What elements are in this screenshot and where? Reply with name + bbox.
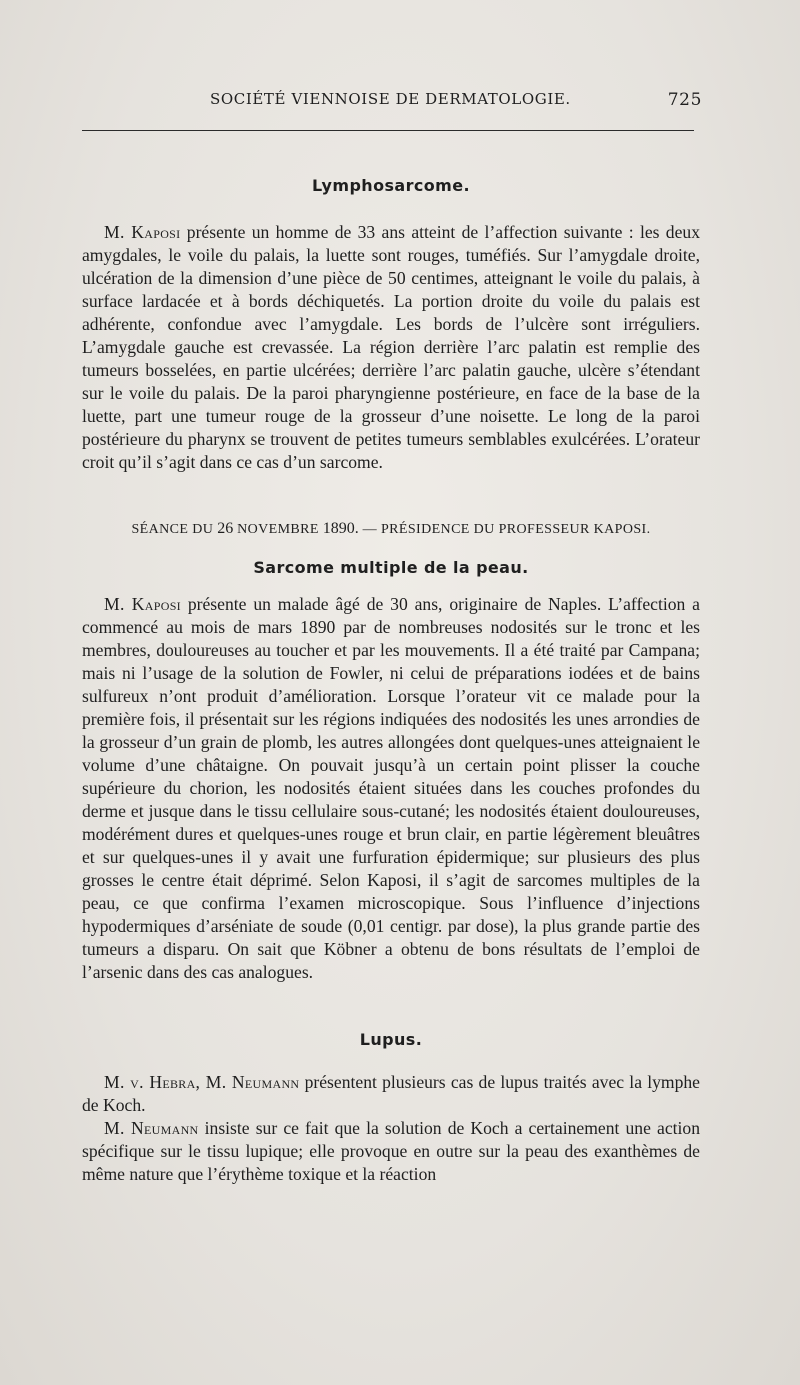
speaker-name: M. Kaposi	[104, 222, 181, 242]
paragraph-text: présente un homme de 33 ans atteint de l’affection suivante : les deux amygdales, le voile du palais, la luette sont rouges, tuméfiés. Sur l’amygdale droite, ulcération de la dimension d’une pièce de 50 centimes, atteignant le voile du palais, à surface lardacée et à bords déchiquetés. La portion droite du voile du palais est adhérente, confondue avec l’amygdale. Les bords de l’ulcère sont irréguliers. L’amygdale gauche est crevassée. La région derrière l’arc palatin est remplie des tumeurs bosselées, en partie ulcérées; derrière l’arc palatin gauche, ulcère s’étendant sur le voile du palais. De la paroi pharyngienne postérieure, en face de la base de la luette, part une tumeur rouge de la grosseur d’une noisette. Le long de la paroi postérieure du pharynx se trouvent de petites tumeurs semblables exulcérées. L’orateur croit qu’il s’agit dans ce cas d’un sarcome.	[82, 222, 701, 472]
paragraph-kaposi-lymphosarcome	[82, 221, 700, 474]
speaker-name: M. v. Hebra, M. Neumann	[104, 1072, 300, 1092]
section-title-lymphosarcome: Lymphosarcome.	[312, 176, 470, 195]
paragraph-neumann	[82, 1117, 700, 1186]
seance-prefix: SÉANCE DU	[131, 522, 214, 537]
seance-day: 26	[217, 520, 234, 537]
paragraph-text: présente un malade âgé de 30 ans, originaire de Naples. L’affection a commencé au mois de mars 1890 par de nombreuses nodosités sur le tronc et les membres, douloureuses au toucher et par les mouvements. Il a été traité par Campana; mais ni l’usage de la solution de Fowler, ni celui de préparations iodées et de bains sulfureux n’ont produit d’amélioration. Lorsque l’orateur vit ce malade pour la première fois, il présentait sur les régions indiquées des nodosités les unes arrondies de la grosseur d’un grain de plomb, les autres allongées dont quelques-unes atteignaient le volume d’une châtaigne. On pouvait jusqu’à un certain point plisser la couche supérieure du chorion, les nodosités étaient situées dans les couches profondes du derme et jusque dans le tissu cellulaire sous-cutané; les nodosités étaient douloureuses, modérément dures et quelques-unes rouge et brun clair, en partie légèrement bleuâtres et sur quelques-unes il y avait une furfuration épidermique; sur plusieurs des plus grosses le centre était déprimé. Selon Kaposi, il s’agit de sarcomes multiples de la peau, ce que confirma l’examen microscopique. Sous l’influence d’injections hypodermiques d’arséniate de soude (0,01 centigr. par dose), la plus grande partie des tumeurs a disparu. On sait que Köbner a obtenu de bons résultats de l’emploi de l’arsenic dans des cas analogues.	[82, 594, 700, 982]
paragraph-kaposi-sarcome	[82, 593, 700, 984]
paragraph-hebra-neumann	[82, 1071, 700, 1117]
seance-year: 1890.	[322, 520, 359, 537]
section-title-sarcome: Sarcome multiple de la peau.	[253, 558, 529, 577]
paragraph-text: présentent plusieurs cas de lupus traités avec la lymphe de Koch.	[82, 1072, 700, 1115]
speaker-name: M. Neumann	[104, 1118, 199, 1138]
speaker-name: M. Kaposi	[104, 594, 181, 614]
section-title-lupus: Lupus.	[359, 1030, 423, 1049]
header-rule	[82, 130, 694, 131]
seance-presidence: — PRÉSIDENCE DU PROFESSEUR KAPOSI.	[362, 522, 651, 537]
page-body	[82, 176, 700, 1186]
seance-heading	[82, 520, 700, 538]
seance-month: NOVEMBRE	[237, 522, 319, 537]
paragraph-text: insiste sur ce fait que la solution de Koch a certainement une action spécifique sur le tissu lupique; elle provoque en outre sur la peau des exanthèmes de même nature que l’érythème toxique et la réaction	[82, 1118, 700, 1184]
running-title: SOCIÉTÉ VIENNOISE DE DERMATOLOGIE.	[210, 90, 571, 108]
page-header	[82, 90, 702, 114]
page-number: 725	[667, 90, 702, 110]
